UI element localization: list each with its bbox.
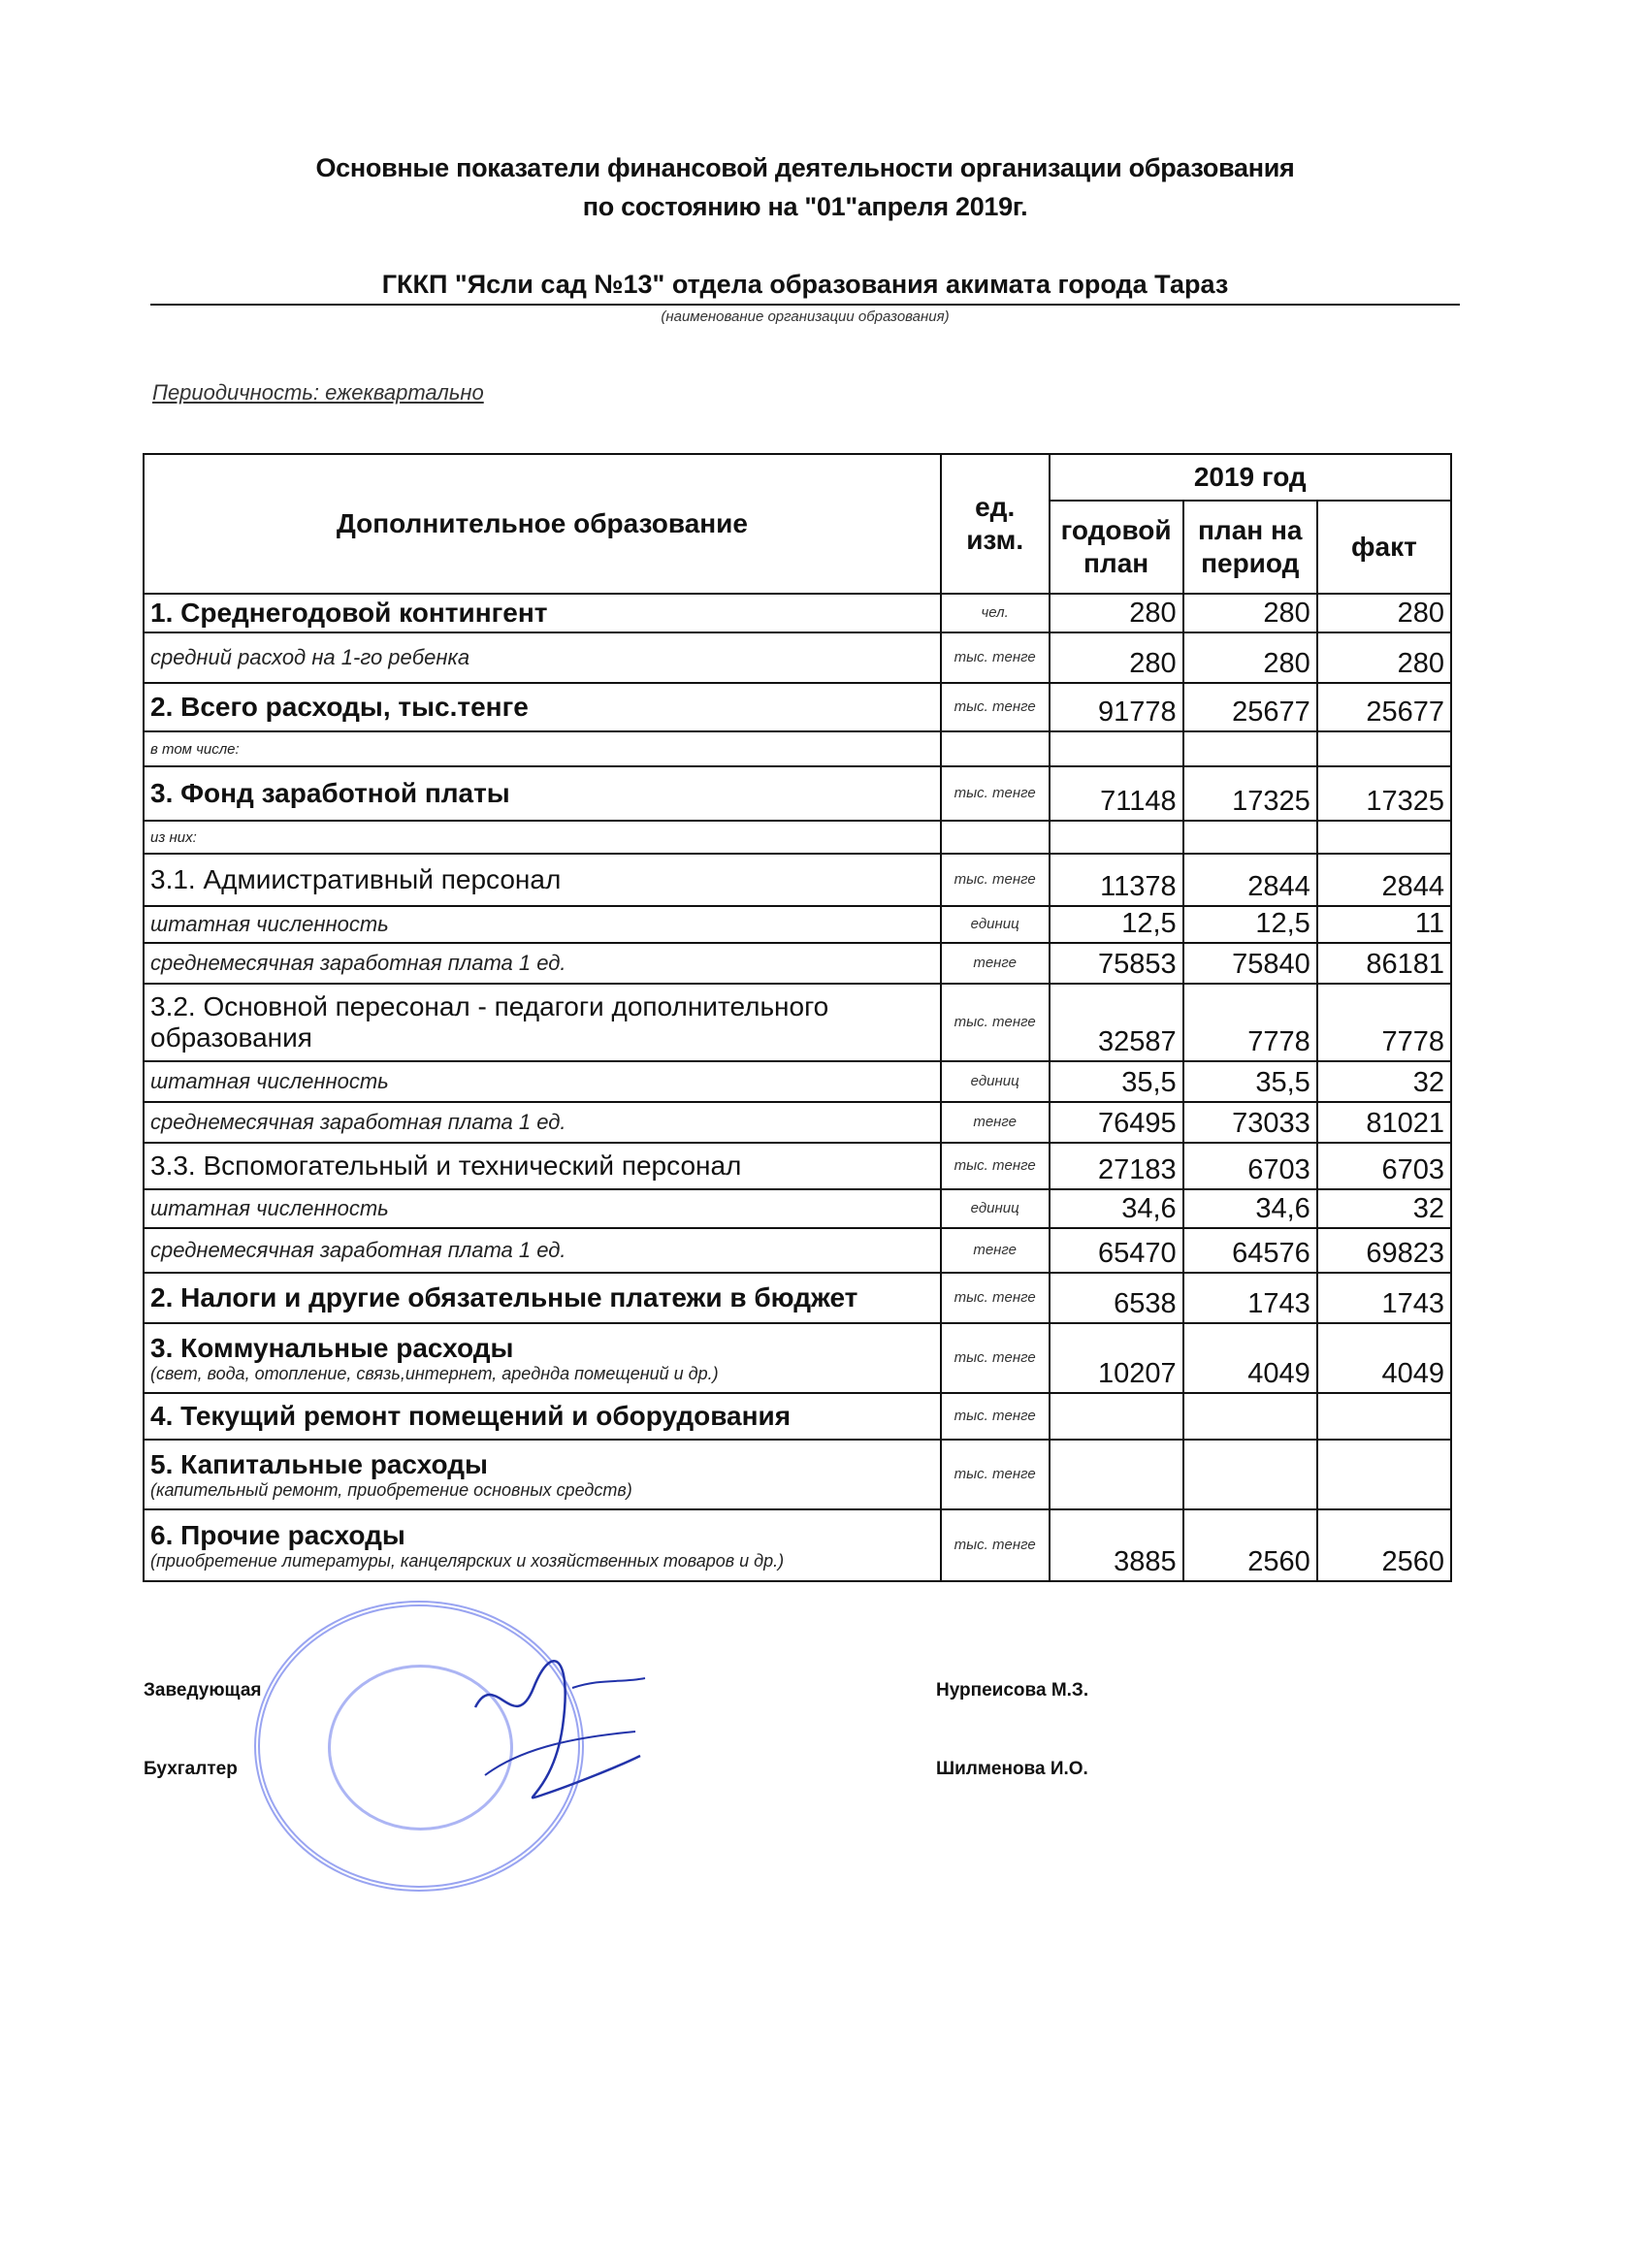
table-row (144, 1393, 1451, 1440)
table-row (144, 766, 1451, 821)
row-period: 25677 (1183, 683, 1317, 731)
table-row (144, 1189, 1451, 1228)
row-annual: 11378 (1050, 854, 1183, 906)
row-unit (941, 731, 1050, 766)
header-fact: факт (1317, 501, 1451, 594)
row-period: 2560 (1183, 1509, 1317, 1581)
row-name: 3.2. Основной пересонал - педагоги дополнительного образования (144, 984, 941, 1061)
table-row (144, 1273, 1451, 1323)
row-note: (свет, вода, отопление, связь,интернет, арeднда помещений и др.) (150, 1363, 719, 1383)
row-annual: 6538 (1050, 1273, 1183, 1323)
table-row (144, 1061, 1451, 1102)
row-fact: 32 (1317, 1189, 1451, 1228)
document-title: Основные показатели финансовой деятельности организации образования (315, 153, 1295, 182)
row-unit: тенге (941, 943, 1050, 984)
row-fact: 280 (1317, 632, 1451, 683)
table-row (144, 854, 1451, 906)
row-unit: тенге (941, 1228, 1050, 1273)
signature-icon (456, 1649, 650, 1824)
periodicity: Периодичность: ежеквартально (152, 380, 484, 405)
row-name: среднемесячная заработная плата 1 ед. (144, 943, 941, 984)
row-annual: 35,5 (1050, 1061, 1183, 1102)
row-name: средний расход на 1-го ребенка (144, 632, 941, 683)
table-row (144, 632, 1451, 683)
row-unit: тыс. тенге (941, 1143, 1050, 1189)
table-row (144, 984, 1451, 1061)
row-unit: тыс. тенге (941, 1323, 1050, 1393)
row-fact: 86181 (1317, 943, 1451, 984)
row-fact (1317, 1440, 1451, 1509)
table-row (144, 683, 1451, 731)
row-name: 3.3. Вспомогательный и технический персонал (144, 1143, 941, 1189)
row-fact: 11 (1317, 906, 1451, 943)
header-year: 2019 год (1050, 454, 1451, 501)
row-period: 6703 (1183, 1143, 1317, 1189)
row-unit: тыс. тенге (941, 854, 1050, 906)
row-unit: тыс. тенге (941, 632, 1050, 683)
accountant-label: Бухгалтер (144, 1759, 238, 1779)
row-title: 5. Капитальные расходы (150, 1448, 488, 1479)
row-period: 1743 (1183, 1273, 1317, 1323)
row-name: 3. Фонд заработной платы (144, 766, 941, 821)
row-period: 280 (1183, 594, 1317, 632)
row-name: среднемесячная заработная плата 1 ед. (144, 1228, 941, 1273)
row-period: 17325 (1183, 766, 1317, 821)
row-title: 3. Коммунальные расходы (150, 1332, 514, 1363)
row-name: штатная численность (144, 1189, 941, 1228)
organization-note: (наименование организации образования) (661, 308, 950, 325)
row-period: 2844 (1183, 854, 1317, 906)
row-unit: тыс. тенге (941, 1273, 1050, 1323)
row-unit: чел. (941, 594, 1050, 632)
table-row (144, 1323, 1451, 1393)
row-period: 35,5 (1183, 1061, 1317, 1102)
header-period: план на период (1183, 501, 1317, 594)
row-fact: 32 (1317, 1061, 1451, 1102)
head-label: Заведующая (144, 1680, 262, 1701)
row-name (144, 1509, 941, 1581)
table-row (144, 1228, 1451, 1273)
row-name: 1. Среднегодовой контингент (144, 594, 941, 632)
row-annual: 34,6 (1050, 1189, 1183, 1228)
row-annual (1050, 1393, 1183, 1440)
row-fact: 7778 (1317, 984, 1451, 1061)
row-name: штатная численность (144, 1061, 941, 1102)
table-row (144, 731, 1451, 766)
document-date: по состоянию на "01"апреля 2019г. (582, 192, 1028, 221)
header-unit: ед. изм. (941, 454, 1050, 594)
row-fact: 17325 (1317, 766, 1451, 821)
row-fact: 81021 (1317, 1102, 1451, 1143)
row-annual: 65470 (1050, 1228, 1183, 1273)
row-unit: единиц (941, 1061, 1050, 1102)
row-unit: единиц (941, 906, 1050, 943)
row-name: из них: (144, 821, 941, 854)
header-annual: годовой план (1050, 501, 1183, 594)
row-period: 34,6 (1183, 1189, 1317, 1228)
row-period (1183, 1393, 1317, 1440)
row-fact: 69823 (1317, 1228, 1451, 1273)
row-fact: 1743 (1317, 1273, 1451, 1323)
row-period: 75840 (1183, 943, 1317, 984)
row-period: 12,5 (1183, 906, 1317, 943)
row-unit: тыс. тенге (941, 683, 1050, 731)
row-period: 7778 (1183, 984, 1317, 1061)
row-annual: 76495 (1050, 1102, 1183, 1143)
organization-name: ГККП "Ясли сад №13" отдела образования акимата города Тараз (150, 270, 1460, 306)
row-period (1183, 731, 1317, 766)
header-row (144, 454, 1451, 501)
row-name: 4. Текущий ремонт помещений и оборудования (144, 1393, 941, 1440)
row-unit: единиц (941, 1189, 1050, 1228)
row-fact: 280 (1317, 594, 1451, 632)
row-fact (1317, 821, 1451, 854)
row-name: 2. Всего расходы, тыс.тенге (144, 683, 941, 731)
row-period: 4049 (1183, 1323, 1317, 1393)
table-row (144, 906, 1451, 943)
row-name (144, 1323, 941, 1393)
row-name: штатная численность (144, 906, 941, 943)
row-annual: 32587 (1050, 984, 1183, 1061)
table-row (144, 1143, 1451, 1189)
row-annual: 280 (1050, 632, 1183, 683)
row-unit: тенге (941, 1102, 1050, 1143)
row-fact: 2844 (1317, 854, 1451, 906)
row-period: 73033 (1183, 1102, 1317, 1143)
row-period (1183, 1440, 1317, 1509)
row-fact: 4049 (1317, 1323, 1451, 1393)
row-name: 2. Налоги и другие обязательные платежи в бюджет (144, 1273, 941, 1323)
table-row (144, 943, 1451, 984)
table-row (144, 821, 1451, 854)
row-annual (1050, 821, 1183, 854)
row-name: 3.1. Адмиистративный персонал (144, 854, 941, 906)
row-fact (1317, 1393, 1451, 1440)
table-row (144, 1440, 1451, 1509)
row-annual: 91778 (1050, 683, 1183, 731)
row-annual (1050, 731, 1183, 766)
row-annual: 280 (1050, 594, 1183, 632)
row-unit: тыс. тенге (941, 1440, 1050, 1509)
row-name (144, 1440, 941, 1509)
row-unit: тыс. тенге (941, 766, 1050, 821)
accountant-name: Шилменова И.О. (936, 1759, 1088, 1779)
row-title: 6. Прочие расходы (150, 1519, 405, 1550)
header-name: Дополнительное образование (144, 454, 941, 594)
row-annual: 27183 (1050, 1143, 1183, 1189)
row-annual: 3885 (1050, 1509, 1183, 1581)
row-fact: 2560 (1317, 1509, 1451, 1581)
financial-indicators-table (143, 453, 1452, 1582)
row-annual: 75853 (1050, 943, 1183, 984)
row-fact (1317, 731, 1451, 766)
row-unit (941, 821, 1050, 854)
table-row (144, 1509, 1451, 1581)
row-period: 280 (1183, 632, 1317, 683)
head-name: Нурпеисова М.З. (936, 1680, 1089, 1701)
row-name: среднемесячная заработная плата 1 ед. (144, 1102, 941, 1143)
row-period: 64576 (1183, 1228, 1317, 1273)
row-fact: 6703 (1317, 1143, 1451, 1189)
table-row (144, 594, 1451, 632)
row-unit: тыс. тенге (941, 1509, 1050, 1581)
row-unit: тыс. тенге (941, 984, 1050, 1061)
row-unit: тыс. тенге (941, 1393, 1050, 1440)
row-annual (1050, 1440, 1183, 1509)
row-annual: 12,5 (1050, 906, 1183, 943)
row-note: (приобретение литературы, канцелярских и хозяйственных товаров и др.) (150, 1550, 785, 1571)
row-annual: 71148 (1050, 766, 1183, 821)
row-fact: 25677 (1317, 683, 1451, 731)
row-name: в том числе: (144, 731, 941, 766)
row-note: (капительный ремонт, приобретение основных средств) (150, 1479, 632, 1500)
row-annual: 10207 (1050, 1323, 1183, 1393)
table-row (144, 1102, 1451, 1143)
row-period (1183, 821, 1317, 854)
